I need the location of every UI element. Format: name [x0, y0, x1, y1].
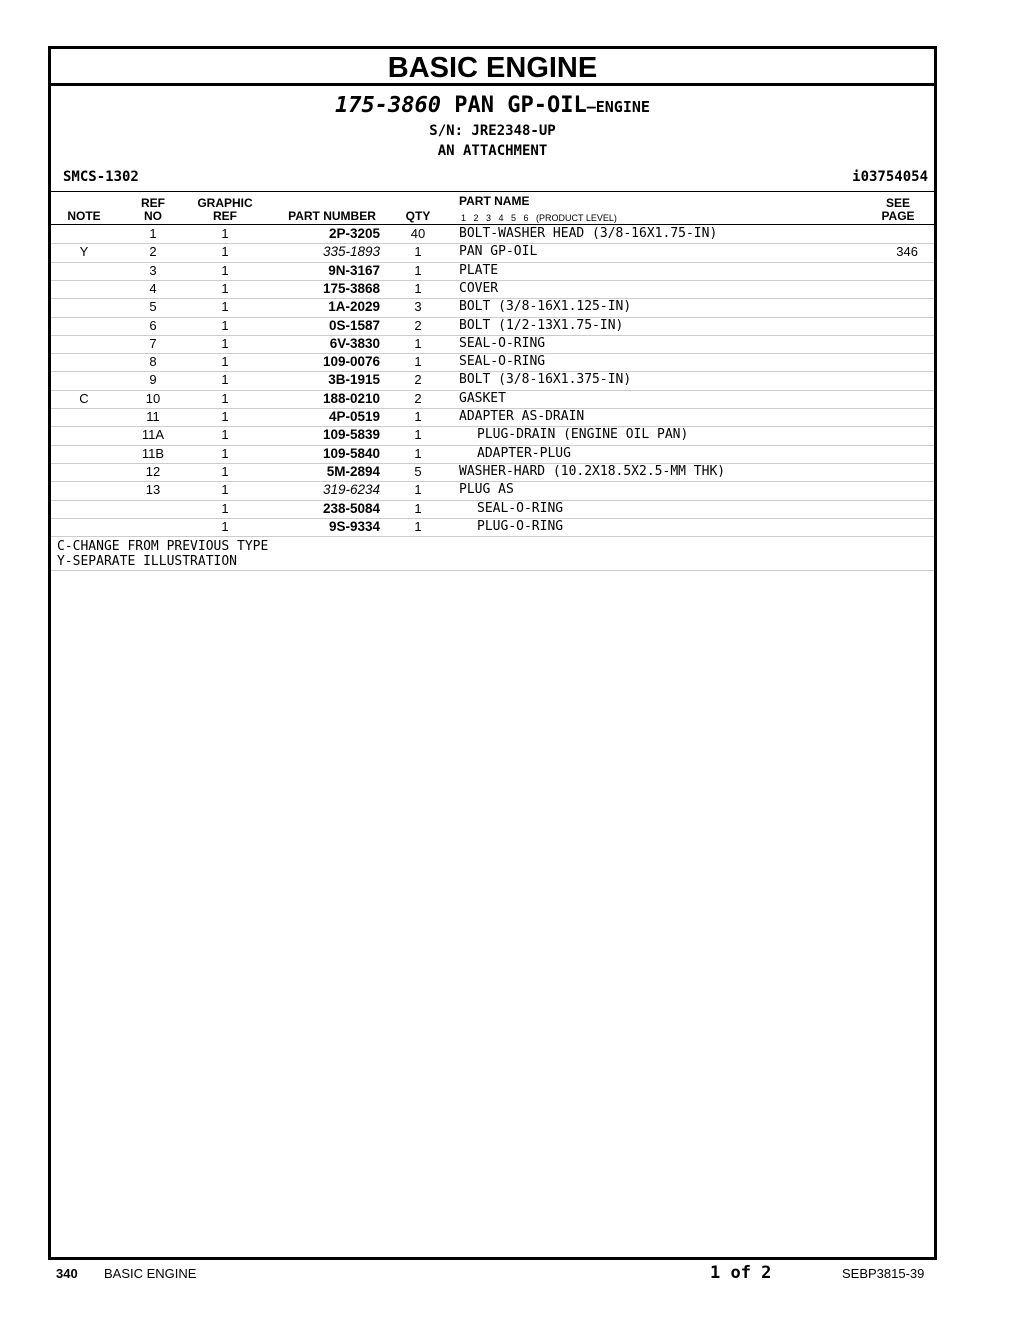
note-line: Y-SEPARATE ILLUSTRATION: [57, 554, 238, 569]
table-row: [51, 481, 934, 499]
table-row: [51, 518, 934, 536]
row-graphic-ref: 1: [221, 518, 229, 534]
row-qty: 1: [414, 280, 422, 296]
row-ref-no: 11A: [141, 427, 165, 443]
notes-legend: [57, 539, 268, 569]
row-part-name: SEAL-O-RING: [459, 335, 546, 351]
row-qty: 2: [414, 372, 422, 388]
table-row: [51, 335, 934, 353]
row-graphic-ref: 1: [221, 335, 229, 351]
row-ref-no: 6: [149, 317, 157, 333]
row-part-name: PLATE: [459, 262, 499, 278]
col-ref-header-top: REF: [141, 196, 165, 210]
row-graphic-ref: 1: [221, 482, 229, 498]
table-row: [51, 262, 934, 280]
row-part-number: 0S-1587: [328, 317, 380, 333]
col-see-page-header: [878, 197, 918, 223]
row-ref-no: 1: [149, 226, 157, 241]
row-part-name: BOLT (1/2-13X1.75-IN): [459, 317, 624, 333]
section-title: BASIC ENGINE: [51, 49, 934, 86]
table-row: [51, 225, 934, 243]
col-graphic-header: [185, 197, 265, 223]
row-graphic-ref: 1: [221, 262, 229, 278]
smcs-code: SMCS-1302: [63, 169, 139, 185]
row-graphic-ref: 1: [221, 427, 229, 443]
row-graphic-ref: 1: [221, 463, 229, 479]
col-note-header: NOTE: [67, 209, 101, 223]
row-part-number: 3B-1915: [328, 372, 380, 388]
assembly-suffix: –ENGINE: [586, 98, 650, 116]
row-part-number: 9N-3167: [328, 262, 380, 278]
row-qty: 1: [414, 354, 422, 370]
row-part-name: BOLT (3/8-16X1.125-IN): [459, 299, 632, 315]
row-part-name: SEAL-O-RING: [459, 354, 546, 370]
row-qty: 1: [414, 409, 422, 424]
row-part-number: 335-1893: [322, 244, 380, 260]
table-row: [51, 280, 934, 298]
row-ref-no: 5: [149, 299, 157, 315]
assembly-type: AN ATTACHMENT: [437, 143, 548, 159]
row-part-number: 4P-0519: [328, 409, 380, 424]
row-qty: 1: [414, 500, 422, 516]
row-ref-no: 12: [145, 463, 161, 479]
product-level-header: 1 2 3 4 5 6 (PRODUCT LEVEL): [461, 213, 617, 223]
table-row: [51, 353, 934, 371]
row-ref-no: 8: [149, 354, 157, 370]
col-part-number-header: PART NUMBER: [288, 209, 376, 223]
row-ref-no: 13: [145, 482, 161, 498]
assembly-name: PAN GP-OIL: [454, 93, 587, 118]
row-part-number: 2P-3205: [328, 226, 380, 241]
row-qty: 2: [414, 317, 422, 333]
row-part-number: 9S-9334: [328, 518, 380, 534]
table-row: [51, 463, 934, 481]
header-top-rule: [51, 191, 934, 192]
row-part-number: 1A-2029: [328, 299, 380, 315]
row-qty: 1: [414, 482, 422, 498]
row-qty: 3: [414, 299, 422, 315]
row-ref-no: 2: [149, 244, 157, 260]
row-ref-no: 9: [149, 372, 157, 388]
table-row: [51, 408, 934, 426]
row-qty: 5: [414, 463, 422, 479]
col-part-name-header: PART NAME: [459, 194, 530, 208]
row-part-number: 5M-2894: [326, 463, 380, 479]
row-graphic-ref: 1: [221, 226, 229, 241]
col-ref-header: [129, 197, 177, 223]
table-row: [51, 500, 934, 518]
row-graphic-ref: 1: [221, 317, 229, 333]
col-ref-header-bottom: NO: [144, 209, 162, 223]
row-ref-no: 4: [149, 280, 157, 296]
col-graphic-header-top: GRAPHIC: [197, 196, 253, 210]
table-row: [51, 426, 934, 444]
row-part-name: ADAPTER AS-DRAIN: [459, 409, 585, 424]
row-graphic-ref: 1: [221, 244, 229, 260]
row-note: C: [79, 390, 89, 406]
row-graphic-ref: 1: [221, 390, 229, 406]
row-part-number: 6V-3830: [329, 335, 380, 351]
row-part-name: COVER: [459, 280, 499, 296]
row-graphic-ref: 1: [221, 280, 229, 296]
row-graphic-ref: 1: [221, 500, 229, 516]
row-ref-no: 10: [145, 390, 161, 406]
table-row: [51, 298, 934, 316]
row-part-name: BOLT (3/8-16X1.375-IN): [459, 372, 632, 388]
row-part-number: 109-5839: [322, 427, 380, 443]
row-graphic-ref: 1: [221, 409, 229, 424]
row-part-number: 175-3868: [322, 280, 380, 296]
row-qty: 1: [414, 427, 422, 443]
row-ref-no: 3: [149, 262, 157, 278]
footer-page-of: 1 of 2: [710, 1263, 772, 1283]
table-row: [51, 317, 934, 335]
row-part-number: 319-6234: [322, 482, 380, 498]
footer-page-number: 340: [56, 1266, 78, 1281]
row-qty: 1: [414, 335, 422, 351]
col-graphic-header-bottom: REF: [213, 209, 237, 223]
row-graphic-ref: 1: [221, 372, 229, 388]
row-part-name: PLUG-O-RING: [477, 518, 564, 534]
col-see-header-bottom: PAGE: [881, 209, 915, 223]
row-qty: 2: [414, 390, 422, 406]
table-row: [51, 243, 934, 261]
row-note: Y: [79, 244, 89, 260]
table-row: [51, 445, 934, 463]
row-qty: 40: [410, 226, 426, 241]
row-part-number: 109-5840: [322, 445, 380, 461]
row-ref-no: 7: [149, 335, 157, 351]
table-row: [51, 390, 934, 408]
row-part-name: BOLT-WASHER HEAD (3/8-16X1.75-IN): [459, 226, 718, 241]
row-rule: [51, 536, 934, 537]
row-part-name: PLUG AS: [459, 482, 514, 498]
row-part-name: PLUG-DRAIN (ENGINE OIL PAN): [477, 427, 689, 443]
row-graphic-ref: 1: [221, 445, 229, 461]
row-graphic-ref: 1: [221, 299, 229, 315]
row-qty: 1: [414, 244, 422, 260]
col-see-header-top: SEE: [885, 196, 910, 210]
row-part-name: PAN GP-OIL: [459, 244, 538, 260]
row-part-number: 109-0076: [322, 354, 380, 370]
page-frame: [48, 46, 937, 1260]
assembly-heading: [51, 93, 934, 118]
row-qty: 1: [414, 518, 422, 534]
row-graphic-ref: 1: [221, 354, 229, 370]
row-ref-no: 11B: [141, 445, 165, 461]
row-qty: 1: [414, 445, 422, 461]
footer-doc-number: SEBP3815-39: [842, 1266, 925, 1281]
row-part-number: 238-5084: [322, 500, 380, 516]
notes-rule: [51, 570, 934, 571]
row-see-page: 346: [896, 244, 918, 260]
row-part-name: WASHER-HARD (10.2X18.5X2.5-MM THK): [459, 463, 726, 479]
row-ref-no: 11: [146, 409, 160, 424]
row-part-number: 188-0210: [322, 390, 380, 406]
row-part-name: GASKET: [459, 390, 506, 406]
illustration-id: i03754054: [852, 169, 928, 185]
col-qty-header: QTY: [405, 209, 431, 223]
row-qty: 1: [414, 262, 422, 278]
footer-section: BASIC ENGINE: [104, 1266, 197, 1281]
assembly-part-number: 175-3860: [335, 93, 442, 118]
row-part-name: ADAPTER-PLUG: [477, 445, 571, 461]
serial-range: S/N: JRE2348-UP: [429, 123, 556, 139]
note-line: C-CHANGE FROM PREVIOUS TYPE: [57, 539, 269, 554]
row-part-name: SEAL-O-RING: [477, 500, 564, 516]
table-row: [51, 371, 934, 389]
